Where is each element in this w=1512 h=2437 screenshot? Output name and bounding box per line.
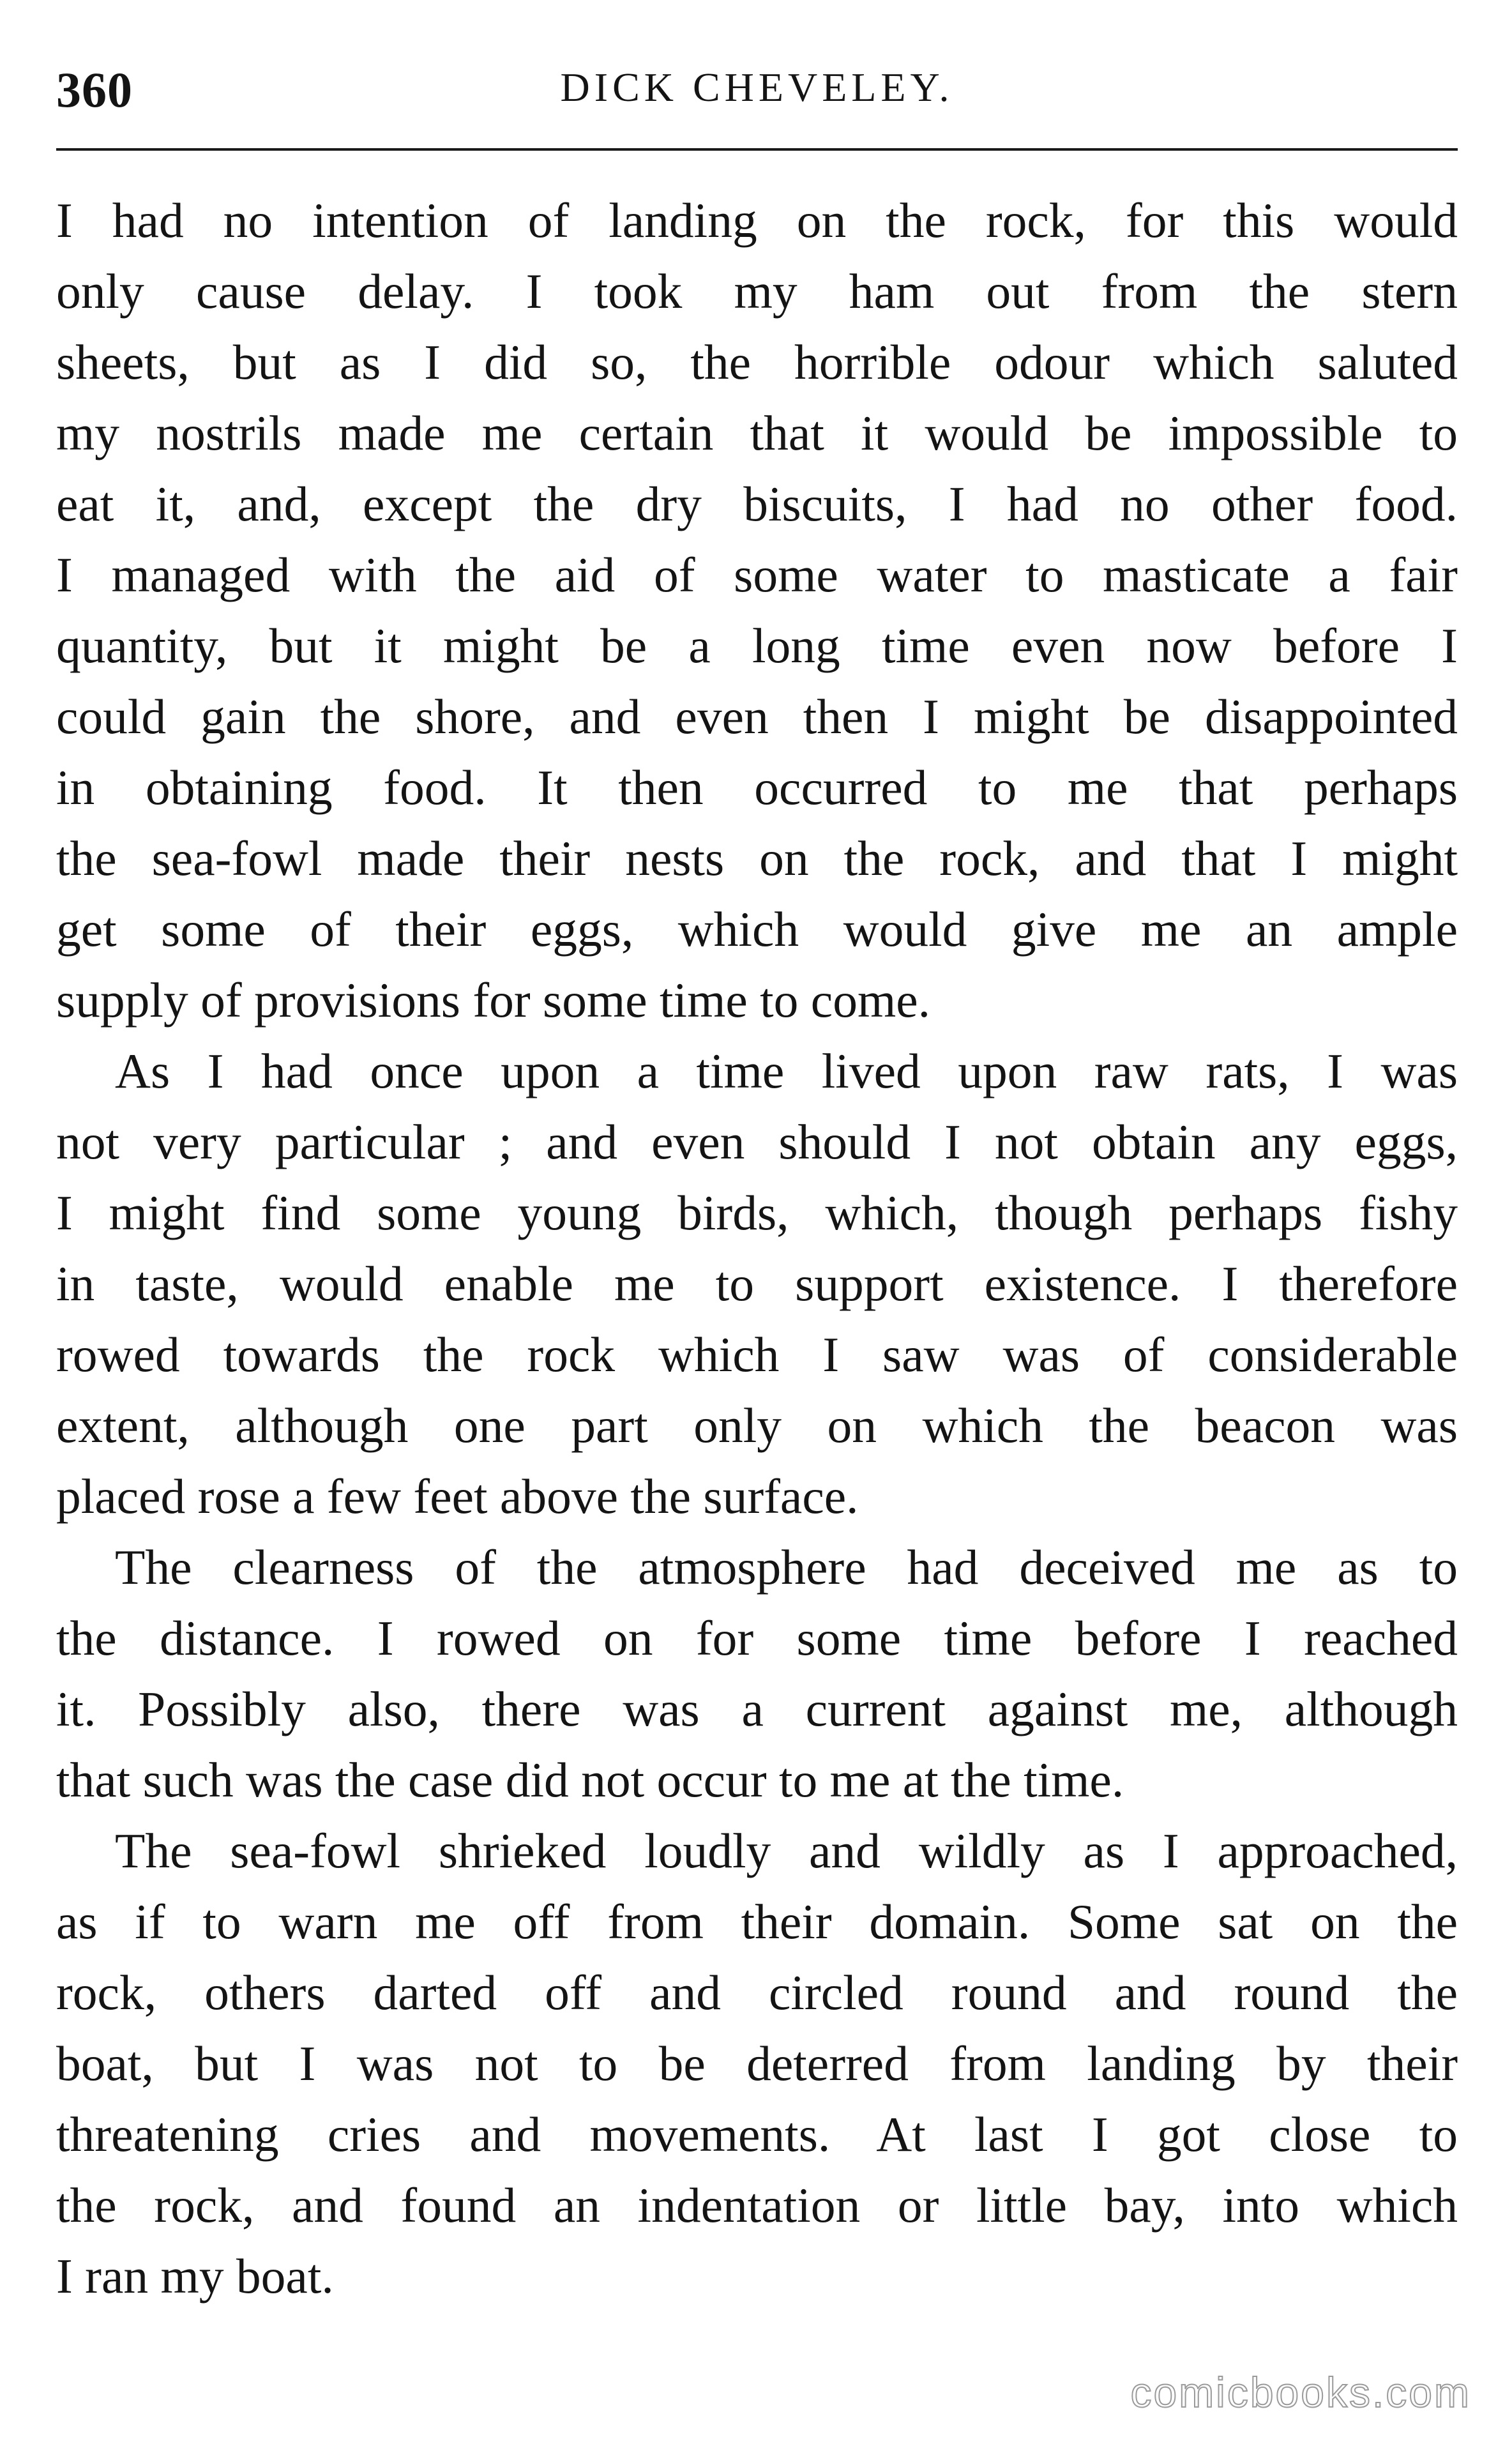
- text-line: rowed towards the rock which I saw was of considerable: [56, 1327, 1458, 1382]
- text-line: the rock, and found an indentation or little bay, into which: [56, 2178, 1458, 2233]
- paragraph: [56, 1532, 1458, 1816]
- text-line: quantity, but it might be a long time even now before I: [56, 618, 1458, 673]
- text-line: not very particular ; and even should I not obtain any eggs,: [56, 1114, 1458, 1169]
- text-line: it. Possibly also, there was a current against me, although: [56, 1682, 1458, 1736]
- text-line: the distance. I rowed on for some time before I reached: [56, 1611, 1458, 1666]
- text-line: I might find some young birds, which, though perhaps fishy: [56, 1185, 1458, 1240]
- text-line: my nostrils made me certain that it would be impossible to: [56, 406, 1458, 460]
- paragraph: [56, 185, 1458, 1036]
- text-line: As I had once upon a time lived upon raw rats, I was: [115, 1044, 1458, 1098]
- running-title: DICK CHEVELEY.: [560, 65, 954, 110]
- text-line: only cause delay. I took my ham out from the stern: [56, 264, 1458, 319]
- text-line: rock, others darted off and circled round and round the: [56, 1965, 1458, 2020]
- body-text: [56, 185, 1458, 2312]
- header-rule: [56, 148, 1458, 151]
- text-line: the sea-fowl made their nests on the rock, and that I might: [56, 831, 1458, 886]
- text-line: could gain the shore, and even then I might be disappointed: [56, 689, 1458, 744]
- paragraph: [56, 1816, 1458, 2312]
- text-line: extent, although one part only on which the beacon was: [56, 1398, 1458, 1453]
- text-line: get some of their eggs, which would give me an ample: [56, 902, 1458, 957]
- text-line: boat, but I was not to be deterred from landing by their: [56, 2036, 1458, 2091]
- text-line: placed rose a few feet above the surface.: [56, 1469, 859, 1524]
- text-line: in obtaining food. It then occurred to me that perhaps: [56, 760, 1458, 815]
- running-head: [56, 50, 1458, 120]
- paragraph: [56, 1036, 1458, 1532]
- text-line: The sea-fowl shrieked loudly and wildly as I approached,: [115, 1823, 1458, 1878]
- watermark: comicbooks.com: [1130, 2369, 1471, 2416]
- text-line: threatening cries and movements. At last I got close to: [56, 2107, 1458, 2162]
- text-line: I had no intention of landing on the rock, for this would: [56, 193, 1458, 248]
- text-line: eat it, and, except the dry biscuits, I had no other food.: [56, 476, 1458, 531]
- text-line: I managed with the aid of some water to masticate a fair: [56, 547, 1458, 602]
- text-line: that such was the case did not occur to me at the time.: [56, 1752, 1124, 1807]
- text-line: as if to warn me off from their domain. Some sat on the: [56, 1894, 1458, 1949]
- page-number: 360: [56, 62, 133, 118]
- text-line: The clearness of the atmosphere had deceived me as to: [115, 1540, 1458, 1595]
- text-line: supply of provisions for some time to come.: [56, 973, 931, 1028]
- text-line: in taste, would enable me to support existence. I therefore: [56, 1256, 1458, 1311]
- text-line: sheets, but as I did so, the horrible odour which saluted: [56, 335, 1458, 390]
- text-line: I ran my boat.: [56, 2249, 334, 2304]
